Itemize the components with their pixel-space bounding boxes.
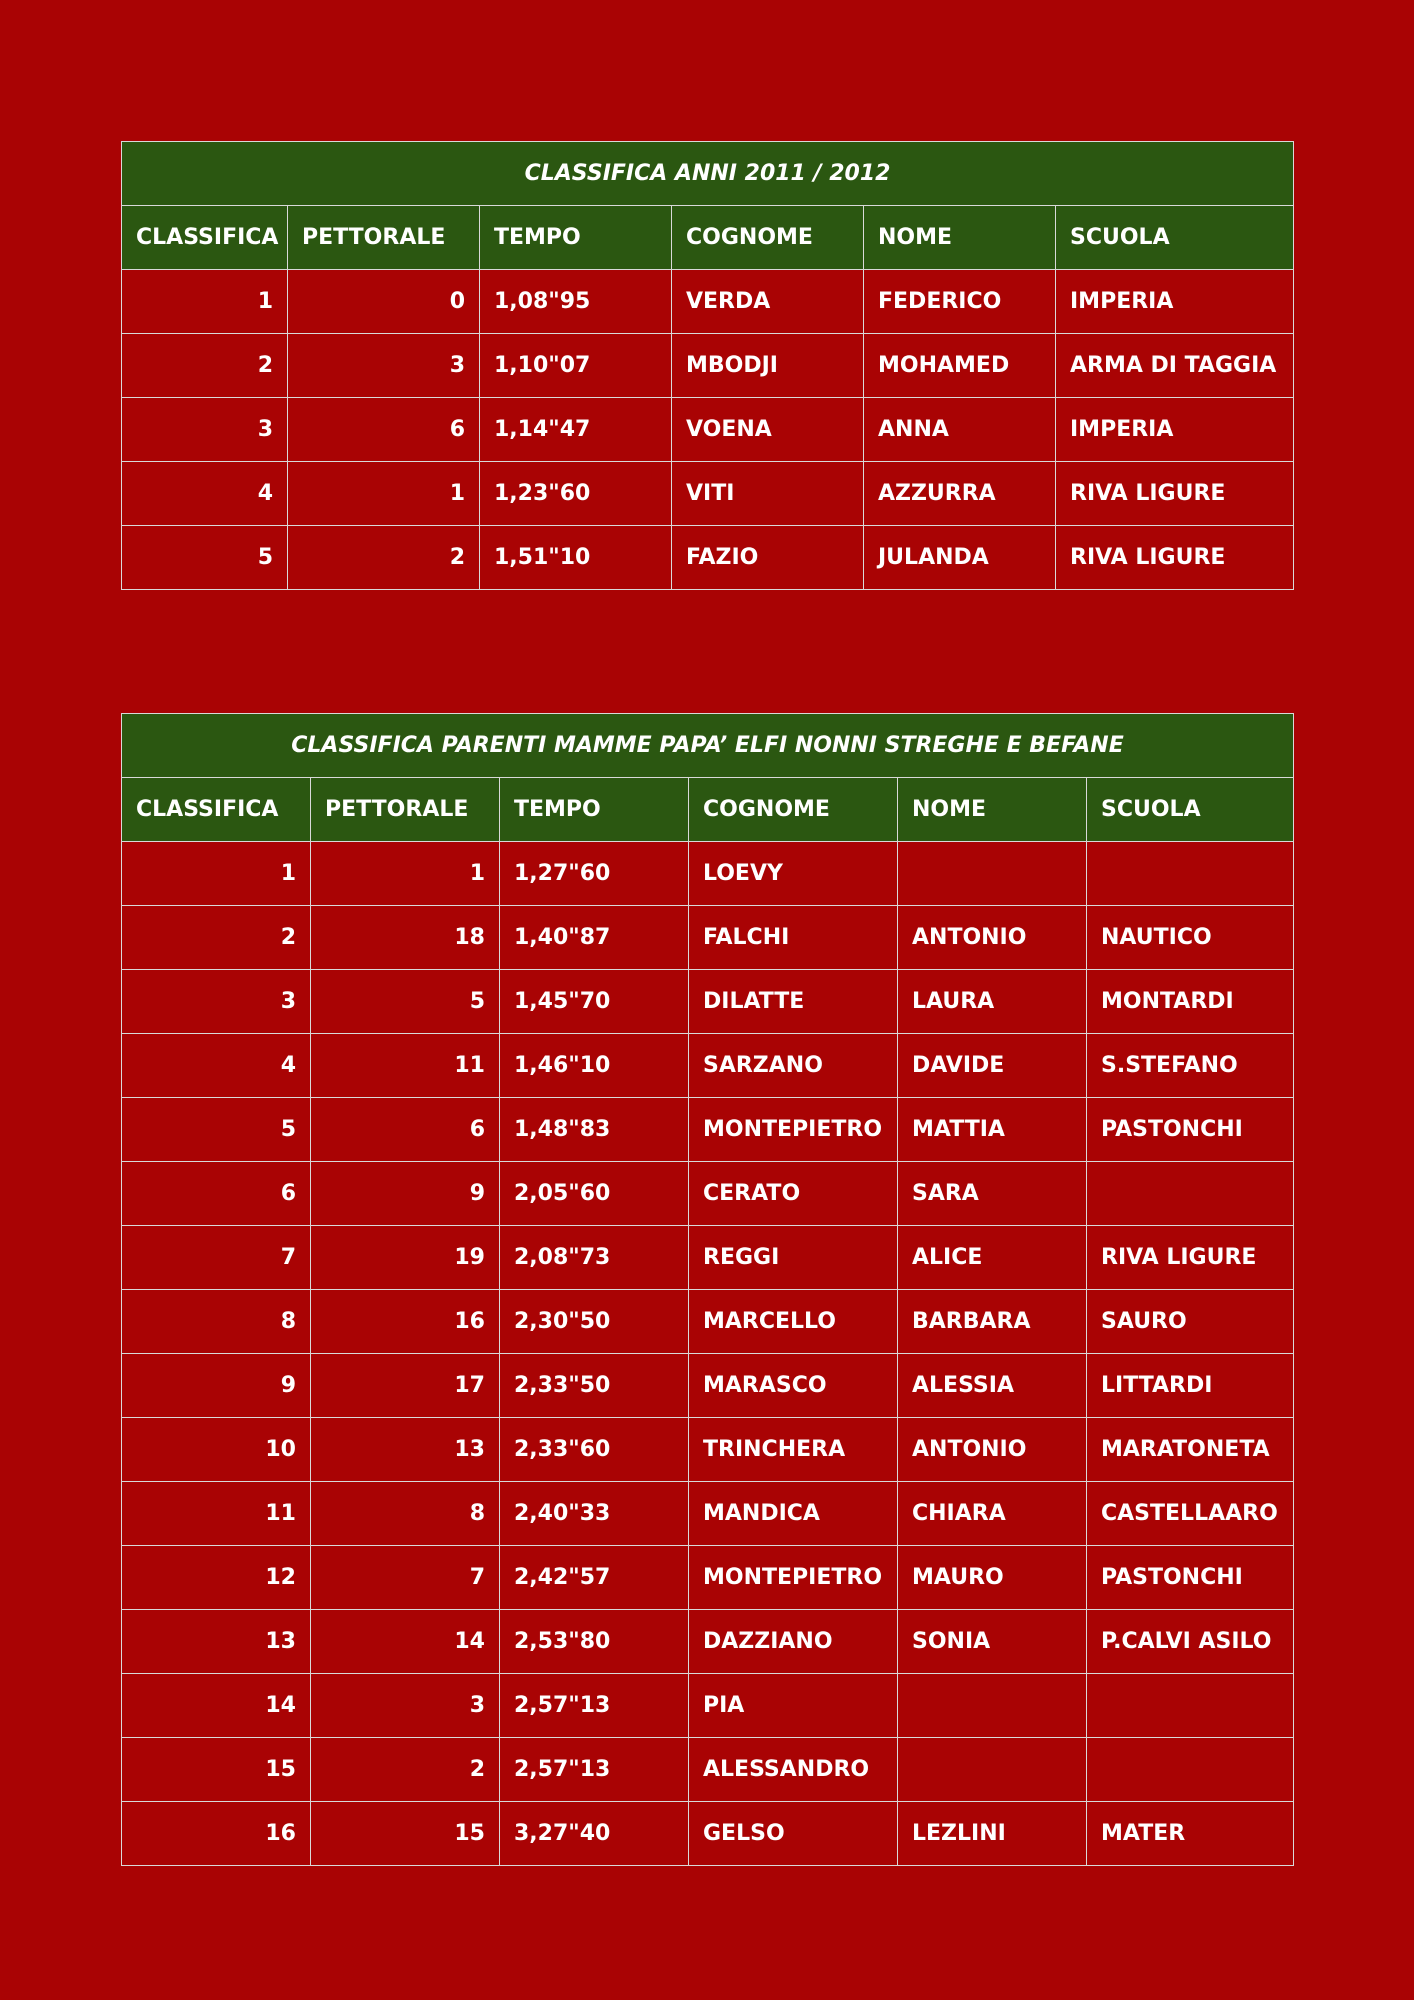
cell-scuola: NAUTICO — [1087, 906, 1294, 970]
cell-nome: BARBARA — [898, 1290, 1087, 1354]
cell-cognome: VITI — [672, 462, 864, 526]
cell-pettorale: 0 — [288, 270, 480, 334]
cell-classifica: 4 — [122, 1034, 311, 1098]
cell-scuola: P.CALVI ASILO — [1087, 1610, 1294, 1674]
cell-tempo: 1,10"07 — [480, 334, 672, 398]
cell-cognome: SARZANO — [689, 1034, 898, 1098]
cell-classifica: 1 — [122, 842, 311, 906]
cell-classifica: 2 — [122, 334, 288, 398]
cell-classifica: 10 — [122, 1418, 311, 1482]
cell-cognome: MARASCO — [689, 1354, 898, 1418]
cell-classifica: 14 — [122, 1674, 311, 1738]
cell-tempo: 2,08"73 — [500, 1226, 689, 1290]
cell-tempo: 2,40"33 — [500, 1482, 689, 1546]
cell-tempo: 1,08"95 — [480, 270, 672, 334]
cell-pettorale: 1 — [288, 462, 480, 526]
table-row — [122, 1034, 1294, 1098]
cell-nome: AZZURRA — [864, 462, 1056, 526]
cell-classifica: 7 — [122, 1226, 311, 1290]
table-row — [122, 462, 1294, 526]
cell-cognome: LOEVY — [689, 842, 898, 906]
cell-tempo: 2,33"50 — [500, 1354, 689, 1418]
cell-nome: ANNA — [864, 398, 1056, 462]
cell-cognome: GELSO — [689, 1802, 898, 1866]
table-row — [122, 1290, 1294, 1354]
cell-pettorale: 18 — [311, 906, 500, 970]
table-row — [122, 1802, 1294, 1866]
cell-scuola: SAURO — [1087, 1290, 1294, 1354]
cell-tempo: 2,53"80 — [500, 1610, 689, 1674]
cell-classifica: 8 — [122, 1290, 311, 1354]
cell-cognome: TRINCHERA — [689, 1418, 898, 1482]
cell-pettorale: 7 — [311, 1546, 500, 1610]
table-row — [122, 1674, 1294, 1738]
column-header-scuola: SCUOLA — [1087, 778, 1294, 842]
cell-scuola: ARMA DI TAGGIA — [1056, 334, 1294, 398]
cell-classifica: 16 — [122, 1802, 311, 1866]
cell-classifica: 1 — [122, 270, 288, 334]
table-row — [122, 270, 1294, 334]
cell-classifica: 9 — [122, 1354, 311, 1418]
cell-nome — [898, 842, 1087, 906]
cell-nome: MAURO — [898, 1546, 1087, 1610]
cell-tempo: 1,23"60 — [480, 462, 672, 526]
table-row — [122, 1098, 1294, 1162]
cell-cognome: MANDICA — [689, 1482, 898, 1546]
cell-nome: ALESSIA — [898, 1354, 1087, 1418]
column-header-pettorale: PETTORALE — [311, 778, 500, 842]
cell-tempo: 3,27"40 — [500, 1802, 689, 1866]
cell-tempo: 2,57"13 — [500, 1674, 689, 1738]
table-row — [122, 842, 1294, 906]
column-header-scuola: SCUOLA — [1056, 206, 1294, 270]
cell-classifica: 5 — [122, 526, 288, 590]
cell-cognome: FALCHI — [689, 906, 898, 970]
cell-nome: SARA — [898, 1162, 1087, 1226]
column-header-cognome: COGNOME — [689, 778, 898, 842]
table-title-row — [122, 714, 1294, 778]
cell-cognome: VERDA — [672, 270, 864, 334]
column-header-classifica: CLASSIFICA — [122, 778, 311, 842]
cell-nome: SONIA — [898, 1610, 1087, 1674]
cell-cognome: PIA — [689, 1674, 898, 1738]
cell-pettorale: 6 — [311, 1098, 500, 1162]
cell-classifica: 2 — [122, 906, 311, 970]
cell-scuola: RIVA LIGURE — [1056, 462, 1294, 526]
table-row — [122, 970, 1294, 1034]
cell-classifica: 5 — [122, 1098, 311, 1162]
table-header-row — [122, 206, 1294, 270]
cell-pettorale: 1 — [311, 842, 500, 906]
cell-cognome: VOENA — [672, 398, 864, 462]
column-header-pettorale: PETTORALE — [288, 206, 480, 270]
cell-nome: FEDERICO — [864, 270, 1056, 334]
cell-tempo: 1,45"70 — [500, 970, 689, 1034]
cell-pettorale: 13 — [311, 1418, 500, 1482]
cell-nome: LEZLINI — [898, 1802, 1087, 1866]
cell-pettorale: 2 — [311, 1738, 500, 1802]
cell-cognome: MONTEPIETRO — [689, 1098, 898, 1162]
column-header-tempo: TEMPO — [500, 778, 689, 842]
cell-scuola — [1087, 1738, 1294, 1802]
table-row — [122, 398, 1294, 462]
cell-scuola: S.STEFANO — [1087, 1034, 1294, 1098]
cell-classifica: 15 — [122, 1738, 311, 1802]
cell-classifica: 11 — [122, 1482, 311, 1546]
cell-cognome: ALESSANDRO — [689, 1738, 898, 1802]
table-row — [122, 1610, 1294, 1674]
cell-nome: MATTIA — [898, 1098, 1087, 1162]
cell-scuola: RIVA LIGURE — [1087, 1226, 1294, 1290]
cell-pettorale: 5 — [311, 970, 500, 1034]
cell-pettorale: 15 — [311, 1802, 500, 1866]
table-row — [122, 1226, 1294, 1290]
table-row — [122, 1546, 1294, 1610]
table-header-row — [122, 778, 1294, 842]
cell-tempo: 2,57"13 — [500, 1738, 689, 1802]
table-body — [122, 270, 1294, 590]
cell-cognome: FAZIO — [672, 526, 864, 590]
cell-cognome: MBODJI — [672, 334, 864, 398]
cell-tempo: 2,42"57 — [500, 1546, 689, 1610]
cell-scuola — [1087, 842, 1294, 906]
cell-pettorale: 16 — [311, 1290, 500, 1354]
column-header-nome: NOME — [864, 206, 1056, 270]
cell-cognome: MONTEPIETRO — [689, 1546, 898, 1610]
cell-nome — [898, 1738, 1087, 1802]
cell-classifica: 3 — [122, 398, 288, 462]
table-row — [122, 1738, 1294, 1802]
cell-pettorale: 19 — [311, 1226, 500, 1290]
cell-classifica: 13 — [122, 1610, 311, 1674]
cell-tempo: 1,46"10 — [500, 1034, 689, 1098]
column-header-cognome: COGNOME — [672, 206, 864, 270]
cell-scuola: MARATONETA — [1087, 1418, 1294, 1482]
cell-cognome: REGGI — [689, 1226, 898, 1290]
table-title-row — [122, 142, 1294, 206]
cell-cognome: MARCELLO — [689, 1290, 898, 1354]
cell-pettorale: 2 — [288, 526, 480, 590]
table-title: CLASSIFICA PARENTI MAMME PAPA’ ELFI NONNI STREGHE E BEFANE — [122, 714, 1294, 778]
table-row — [122, 1418, 1294, 1482]
cell-tempo: 1,14"47 — [480, 398, 672, 462]
table-title: CLASSIFICA ANNI 2011 / 2012 — [122, 142, 1294, 206]
cell-nome: DAVIDE — [898, 1034, 1087, 1098]
cell-scuola: CASTELLAARO — [1087, 1482, 1294, 1546]
cell-nome: LAURA — [898, 970, 1087, 1034]
cell-scuola: IMPERIA — [1056, 398, 1294, 462]
cell-scuola: RIVA LIGURE — [1056, 526, 1294, 590]
cell-cognome: DILATTE — [689, 970, 898, 1034]
cell-pettorale: 14 — [311, 1610, 500, 1674]
column-header-nome: NOME — [898, 778, 1087, 842]
cell-scuola: LITTARDI — [1087, 1354, 1294, 1418]
cell-scuola: MATER — [1087, 1802, 1294, 1866]
cell-nome: CHIARA — [898, 1482, 1087, 1546]
cell-classifica: 12 — [122, 1546, 311, 1610]
cell-pettorale: 8 — [311, 1482, 500, 1546]
cell-scuola — [1087, 1162, 1294, 1226]
cell-classifica: 4 — [122, 462, 288, 526]
table-row — [122, 1354, 1294, 1418]
table-row — [122, 1162, 1294, 1226]
cell-tempo: 2,30"50 — [500, 1290, 689, 1354]
cell-nome: ANTONIO — [898, 1418, 1087, 1482]
cell-tempo: 2,33"60 — [500, 1418, 689, 1482]
cell-tempo: 1,27"60 — [500, 842, 689, 906]
cell-scuola: MONTARDI — [1087, 970, 1294, 1034]
cell-classifica: 6 — [122, 1162, 311, 1226]
cell-cognome: CERATO — [689, 1162, 898, 1226]
cell-tempo: 1,40"87 — [500, 906, 689, 970]
cell-nome — [898, 1674, 1087, 1738]
results-table-2011-2012 — [121, 141, 1294, 590]
cell-pettorale: 11 — [311, 1034, 500, 1098]
cell-pettorale: 6 — [288, 398, 480, 462]
column-header-classifica: CLASSIFICA — [122, 206, 288, 270]
results-table-parenti — [121, 713, 1294, 1866]
cell-scuola: PASTONCHI — [1087, 1098, 1294, 1162]
cell-nome: JULANDA — [864, 526, 1056, 590]
column-header-tempo: TEMPO — [480, 206, 672, 270]
cell-scuola — [1087, 1674, 1294, 1738]
table-row — [122, 526, 1294, 590]
cell-cognome: DAZZIANO — [689, 1610, 898, 1674]
table-row — [122, 906, 1294, 970]
cell-pettorale: 3 — [311, 1674, 500, 1738]
cell-nome: MOHAMED — [864, 334, 1056, 398]
table-row — [122, 334, 1294, 398]
cell-tempo: 2,05"60 — [500, 1162, 689, 1226]
cell-tempo: 1,51"10 — [480, 526, 672, 590]
table-row — [122, 1482, 1294, 1546]
cell-pettorale: 9 — [311, 1162, 500, 1226]
cell-tempo: 1,48"83 — [500, 1098, 689, 1162]
table-body — [122, 842, 1294, 1866]
cell-scuola: IMPERIA — [1056, 270, 1294, 334]
cell-scuola: PASTONCHI — [1087, 1546, 1294, 1610]
cell-nome: ALICE — [898, 1226, 1087, 1290]
cell-nome: ANTONIO — [898, 906, 1087, 970]
cell-classifica: 3 — [122, 970, 311, 1034]
cell-pettorale: 3 — [288, 334, 480, 398]
cell-pettorale: 17 — [311, 1354, 500, 1418]
